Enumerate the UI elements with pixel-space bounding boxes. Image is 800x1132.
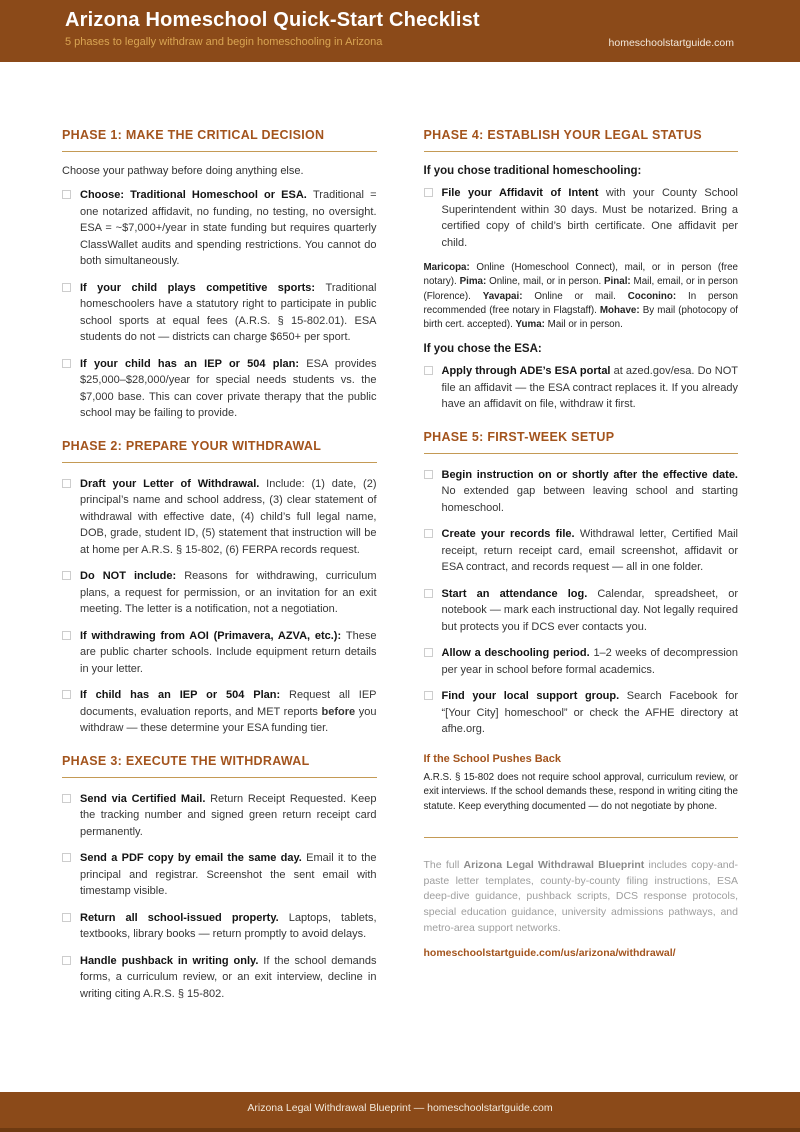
detail-paragraph: A.R.S. § 15-802 does not require school approval, curriculum review, or exit interviews. If the school demands these, respond in writing citing the statute. Keep everything documented — do not negotiate by phone. (423, 771, 738, 812)
phase-heading: PHASE 5: FIRST-WEEK SETUP (423, 429, 615, 444)
checkbox[interactable] (62, 479, 71, 488)
text-run: you withdraw — these determine your ESA funding tier. (80, 705, 377, 734)
bold-run: Mohave: (599, 304, 640, 316)
item-lead: If withdrawing from AOI (Primavera, AZVA, etc.): (80, 629, 346, 642)
item-lead: Allow a deschooling period. (441, 647, 594, 660)
checklist-item (424, 467, 739, 517)
phase-rule (62, 777, 377, 778)
checklist-item (424, 645, 739, 678)
item-body: ESA provides $25,000–$28,000/year for special needs students vs. the $7,000 base. This can cover private therapy that the public school may be failing to provide. (80, 357, 377, 419)
item-lead: Send a PDF copy by email the same day. (80, 852, 307, 864)
checklist-item (62, 476, 377, 559)
checkbox[interactable] (62, 913, 71, 922)
phase-heading: PHASE 2: PREPARE YOUR WITHDRAWAL (62, 438, 322, 453)
item-lead: If your child has an IEP or 504 plan: (80, 357, 307, 370)
page-header (0, 0, 800, 62)
item-body: Search Facebook for “[Your City] homeschool” or check the AFHE directory at afhe.org. (441, 690, 738, 736)
text-run: Request all IEP documents, evaluation reports, and MET reports (80, 689, 377, 718)
checkbox[interactable] (62, 571, 71, 580)
item-body: Calendar, spreadsheet, or notebook — mark each instructional day. Not legally required but protects you if DCS ever contacts you. (441, 587, 738, 633)
checklist-item (62, 850, 377, 900)
checklist-item (424, 688, 739, 738)
checkbox[interactable] (424, 529, 433, 538)
bold-run: before (321, 705, 356, 718)
bold-run: Arizona Legal Withdrawal Blueprint (463, 858, 645, 871)
item-lead: Handle pushback in writing only. (80, 954, 264, 967)
item-text (442, 467, 739, 517)
phase-heading: PHASE 1: MAKE THE CRITICAL DECISION (62, 128, 325, 142)
checklist-item (62, 910, 377, 943)
footer-accent-strip (0, 1128, 800, 1132)
bold-run: Coconino: (627, 290, 677, 302)
item-lead: Start an attendance log. (441, 587, 598, 600)
left-column (62, 128, 377, 1092)
item-text (80, 791, 377, 841)
text-run: The full (423, 858, 464, 871)
item-lead: Find your local support group. (441, 690, 627, 703)
checkbox[interactable] (424, 470, 433, 479)
item-lead: Return all school-issued property. (80, 911, 289, 924)
checklist-item (424, 586, 739, 636)
page-subtitle: 5 phases to legally withdraw and begin homeschooling in Arizona (65, 36, 383, 48)
text-run: Online or mail. (522, 290, 628, 302)
item-text (442, 688, 739, 738)
item-text (80, 187, 377, 270)
item-body: Return Receipt Requested. Keep the tracking number and signed green return receipt card permanently. (80, 792, 377, 838)
item-lead: Choose: Traditional Homeschool or ESA. (80, 189, 313, 201)
checkbox[interactable] (62, 853, 71, 862)
phase-section (62, 439, 377, 737)
item-lead: Apply through ADE’s ESA portal (441, 365, 614, 378)
item-body: Reasons for withdrawing, curriculum plans, a request for permission, or an invitation for an exit meeting. The letter is a notification, not a negotiation. (80, 570, 377, 615)
text-run: By mail (photocopy of birth cert. accepted). (423, 304, 738, 331)
item-text (80, 628, 377, 678)
item-body: Include: (1) date, (2) principal’s name and school address, (3) clear statement of withdrawal with effective date, (4) child’s full legal name, DOB, grade, student ID, (5) statement that instruction will be at home per A.R.S. § 15-802, (6) FERPA records request. (80, 477, 377, 556)
checklist-item (62, 280, 377, 346)
checklist-item (62, 791, 377, 841)
item-lead: Do NOT include: (80, 570, 185, 582)
item-lead: Send via Certified Mail. (80, 792, 211, 805)
item-body: Traditional = one notarized affidavit, no funding, no testing, no oversight. ESA = ~$7,000+/year in state funding but requires quarterly ClassWallet audits and spending restrictions. You cannot do both simultaneously. (80, 189, 377, 267)
item-text (442, 526, 739, 576)
item-body: with your County School Superintendent within 30 days. Must be notarized. Bring a certified copy of child’s birth certificate. One affidavit per child. (441, 187, 738, 249)
phase-rule (62, 151, 377, 152)
checklist-item (424, 185, 739, 251)
subsection-heading: If you chose traditional homeschooling: (423, 165, 642, 177)
phase-heading: PHASE 4: ESTABLISH YOUR LEGAL STATUS (423, 128, 702, 142)
checkbox[interactable] (62, 190, 71, 199)
footer-text: Arizona Legal Withdrawal Blueprint — homeschoolstartguide.com (247, 1102, 553, 1114)
item-text (442, 363, 739, 413)
text-run: Online (Homeschool Connect), mail, or in person (free notary). (423, 262, 738, 288)
item-lead: Draft your Letter of Withdrawal. (80, 477, 267, 490)
checklist-item (62, 953, 377, 1003)
item-body: 1–2 weeks of decompression per year in school before formal academics. (441, 647, 739, 676)
phase-section (424, 128, 739, 413)
item-lead: File your Affidavit of Intent (441, 187, 606, 199)
intro-text: Choose your pathway before doing anything else. (62, 165, 304, 177)
phase-section (62, 754, 377, 1003)
checklist-item (62, 687, 377, 737)
checkbox[interactable] (62, 690, 71, 699)
bold-run: Pinal: (604, 276, 631, 288)
bold-run: Yuma: (515, 319, 545, 331)
item-lead: Begin instruction on or shortly after the effective date. (441, 468, 738, 481)
section-divider (424, 837, 739, 838)
text-run: Mail or in person. (544, 319, 623, 331)
blueprint-url[interactable]: homeschoolstartguide.com/us/arizona/withdrawal/ (423, 946, 676, 959)
checkbox[interactable] (62, 283, 71, 292)
item-body: Laptops, tablets, textbooks, library books — return promptly to avoid delays. (80, 911, 377, 940)
item-lead: Create your records file. (441, 528, 580, 541)
subsection-heading: If the School Pushes Back (423, 752, 562, 765)
item-text (80, 910, 377, 943)
item-lead: If child has an IEP or 504 Plan: (80, 689, 290, 701)
item-body: No extended gap between leaving school and starting homeschool. (441, 485, 738, 514)
bold-run: Maricopa: (423, 262, 470, 273)
text-run: includes copy-and-paste letter templates, county-by-county filing instructions, ESA deep-dive guidance, pushback scripts, DCS response protocols, special education guidance, university admissions pathways, and metro-area support networks. (423, 858, 738, 934)
item-text (80, 687, 377, 737)
note-paragraph (424, 858, 739, 937)
item-body: Email it to the principal and registrar. Screenshot the sent email with timestamp visible. (80, 852, 377, 897)
item-text (80, 280, 377, 346)
checklist-item (62, 356, 377, 422)
checklist-item (62, 187, 377, 270)
page-footer (0, 1092, 800, 1132)
item-text (442, 185, 739, 251)
detail-paragraph (424, 261, 739, 332)
text-run: Mail, email, or in person (Florence). (423, 276, 739, 302)
phase-rule (424, 453, 739, 454)
checkbox[interactable] (424, 691, 433, 700)
checklist-item (62, 628, 377, 678)
text-run: In person recommended (free notary in Flagstaff). (423, 290, 738, 316)
checklist-item (424, 363, 739, 413)
checklist-item (62, 568, 377, 618)
phase-rule (424, 151, 739, 152)
item-text (80, 953, 377, 1003)
item-text (80, 568, 377, 618)
item-body: Withdrawal letter, Certified Mail receipt, return receipt card, email screenshot, affidavit or ESA contract, and records request — all in one folder. (441, 528, 738, 574)
checkbox[interactable] (424, 366, 433, 375)
item-body: at azed.gov/esa. Do NOT file an affidavit — the ESA contract replaces it. If you already have an affidavit on file, withdraw it first. (441, 365, 738, 411)
item-body: These are public charter schools. Include equipment return details in your letter. (80, 629, 377, 675)
subsection-heading: If you chose the ESA: (423, 343, 542, 356)
phase-rule (62, 462, 377, 463)
text-run: Online, mail, or in person. (486, 276, 605, 288)
item-text (80, 476, 377, 559)
bold-run: Pima: (459, 276, 487, 288)
checkbox[interactable] (424, 648, 433, 657)
checkbox[interactable] (62, 956, 71, 965)
checkbox[interactable] (424, 188, 433, 197)
phase-section (62, 128, 377, 422)
checkbox[interactable] (424, 589, 433, 598)
right-column (424, 128, 739, 1092)
checkbox[interactable] (62, 359, 71, 368)
phase-section (424, 430, 739, 959)
checklist-item (424, 526, 739, 576)
checklist-content (0, 62, 800, 1092)
item-body: Traditional homeschoolers have a statutory right to participate in public school sports at equal fees (A.R.S. § 15-802.01). ESA students do not — districts can charge $650+ per sport. (80, 281, 377, 343)
phase-heading: PHASE 3: EXECUTE THE WITHDRAWAL (62, 753, 310, 768)
item-text (80, 850, 377, 900)
bold-run: Yavapai: (482, 290, 523, 302)
item-text (442, 645, 739, 678)
page-title: Arizona Homeschool Quick-Start Checklist (65, 9, 480, 31)
item-lead: If your child plays competitive sports: (80, 281, 326, 294)
item-text (80, 356, 377, 422)
checkbox[interactable] (62, 631, 71, 640)
item-body: If the school demands forms, a curriculum review, or an exit interview, decline in writing citing A.R.S. § 15-802. (80, 954, 377, 1000)
header-site-url: homeschoolstartguide.com (608, 37, 734, 49)
checkbox[interactable] (62, 794, 71, 803)
item-text (442, 586, 739, 636)
